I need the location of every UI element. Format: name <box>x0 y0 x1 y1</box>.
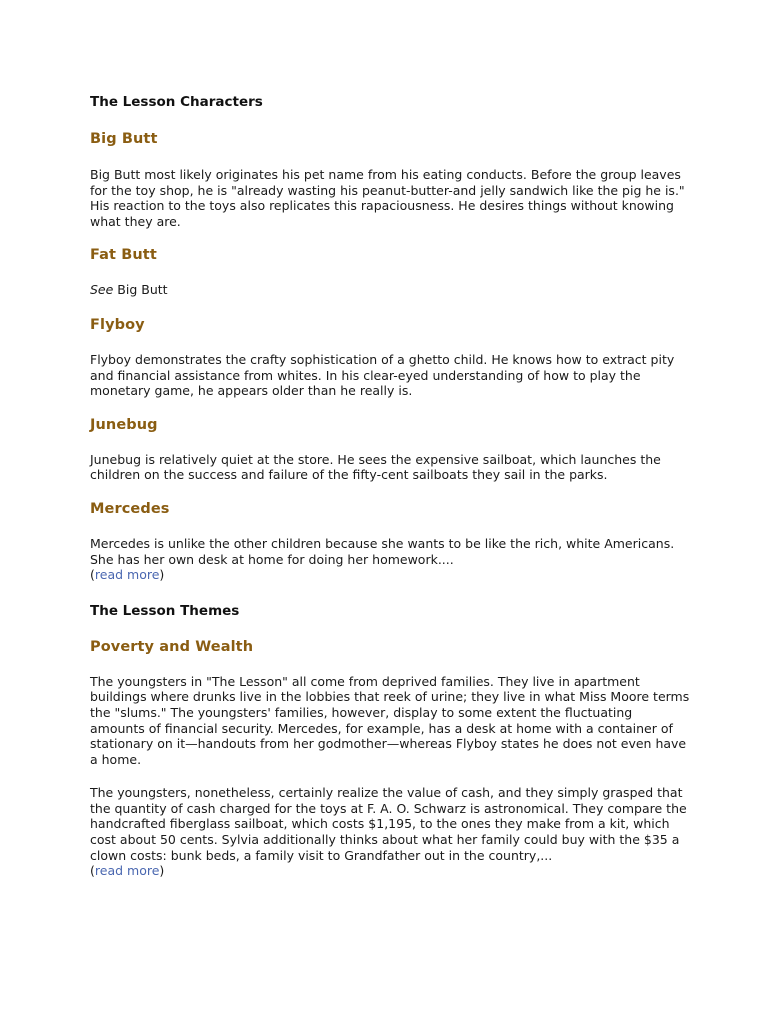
theme-paragraph: The youngsters, nonetheless, certainly realize the value of cash, and they simply grasped that the quantity of cash charged for the toys at F. A. O. Schwarz is astronomical. They compare the handcrafted fiberglass sailboat, which costs $1,195, to the ones they make from a kit, which cost about 50 cents. Sylvia additionally thinks about what her family could buy with the $35 a clown costs: bunk beds, a family visit to Grandfather out in the country,... <box>90 785 687 863</box>
characters-read-more <box>90 567 690 583</box>
read-more-close-paren: ) <box>159 567 165 583</box>
themes-section-title: The Lesson Themes <box>90 602 240 619</box>
character-description-mercedes: Mercedes is unlike the other children because she wants to be like the rich, white Americans. She has her own desk at home for doing her homework.... <box>90 535 675 567</box>
read-more-open-paren: ( <box>90 567 95 583</box>
character-heading-fat-butt: Fat Butt <box>90 247 157 264</box>
character-heading-mercedes: Mercedes <box>90 500 170 517</box>
characters-section-title: The Lesson Characters <box>90 94 263 110</box>
read-more-close-paren: ) <box>159 863 165 879</box>
character-description-fat-butt <box>90 282 690 298</box>
characters-read-more-link[interactable]: read more <box>94 567 160 583</box>
see-target: Big Butt <box>113 282 168 298</box>
character-heading-big-butt: Big Butt <box>90 131 158 147</box>
character-heading-flyboy: Flyboy <box>90 316 145 333</box>
themes-read-more <box>90 863 690 879</box>
document-page <box>90 94 690 879</box>
read-more-open-paren: ( <box>90 863 95 879</box>
character-heading-junebug: Junebug <box>90 416 158 433</box>
theme-paragraph: The youngsters in "The Lesson" all come from deprived families. They live in apartment buildings where drunks live in the lobbies that reek of urine; they live in what Miss Moore terms the "slums." The youngsters' families, however, display to some extent the fluctuating amounts of financial security. Mercedes, for example, has a desk at home with a container of stationary on it—handouts from her godmother—whereas Flyboy states he does not even have a home. <box>90 673 690 767</box>
theme-heading-poverty-and-wealth: Poverty and Wealth <box>90 638 254 655</box>
character-description-big-butt: Big Butt most likely originates his pet name from his eating conducts. Before the group leaves for the toy shop, he is "already wasting his peanut-butter-and jelly sandwich like the pig he is." His reaction to the toys also replicates this rapaciousness. He desires things without knowing what they are. <box>90 167 685 229</box>
themes-read-more-link[interactable]: read more <box>94 863 160 879</box>
see-label: See <box>90 282 114 298</box>
character-description-junebug: Junebug is relatively quiet at the store. He sees the expensive sailboat, which launches the children on the success and failure of the fifty-cent sailboats they sail in the parks. <box>90 451 661 483</box>
character-description-flyboy: Flyboy demonstrates the crafty sophistication of a ghetto child. He knows how to extract pity and financial assistance from whites. In his clear-eyed understanding of how to play the monetary game, he appears older than he really is. <box>90 351 675 399</box>
